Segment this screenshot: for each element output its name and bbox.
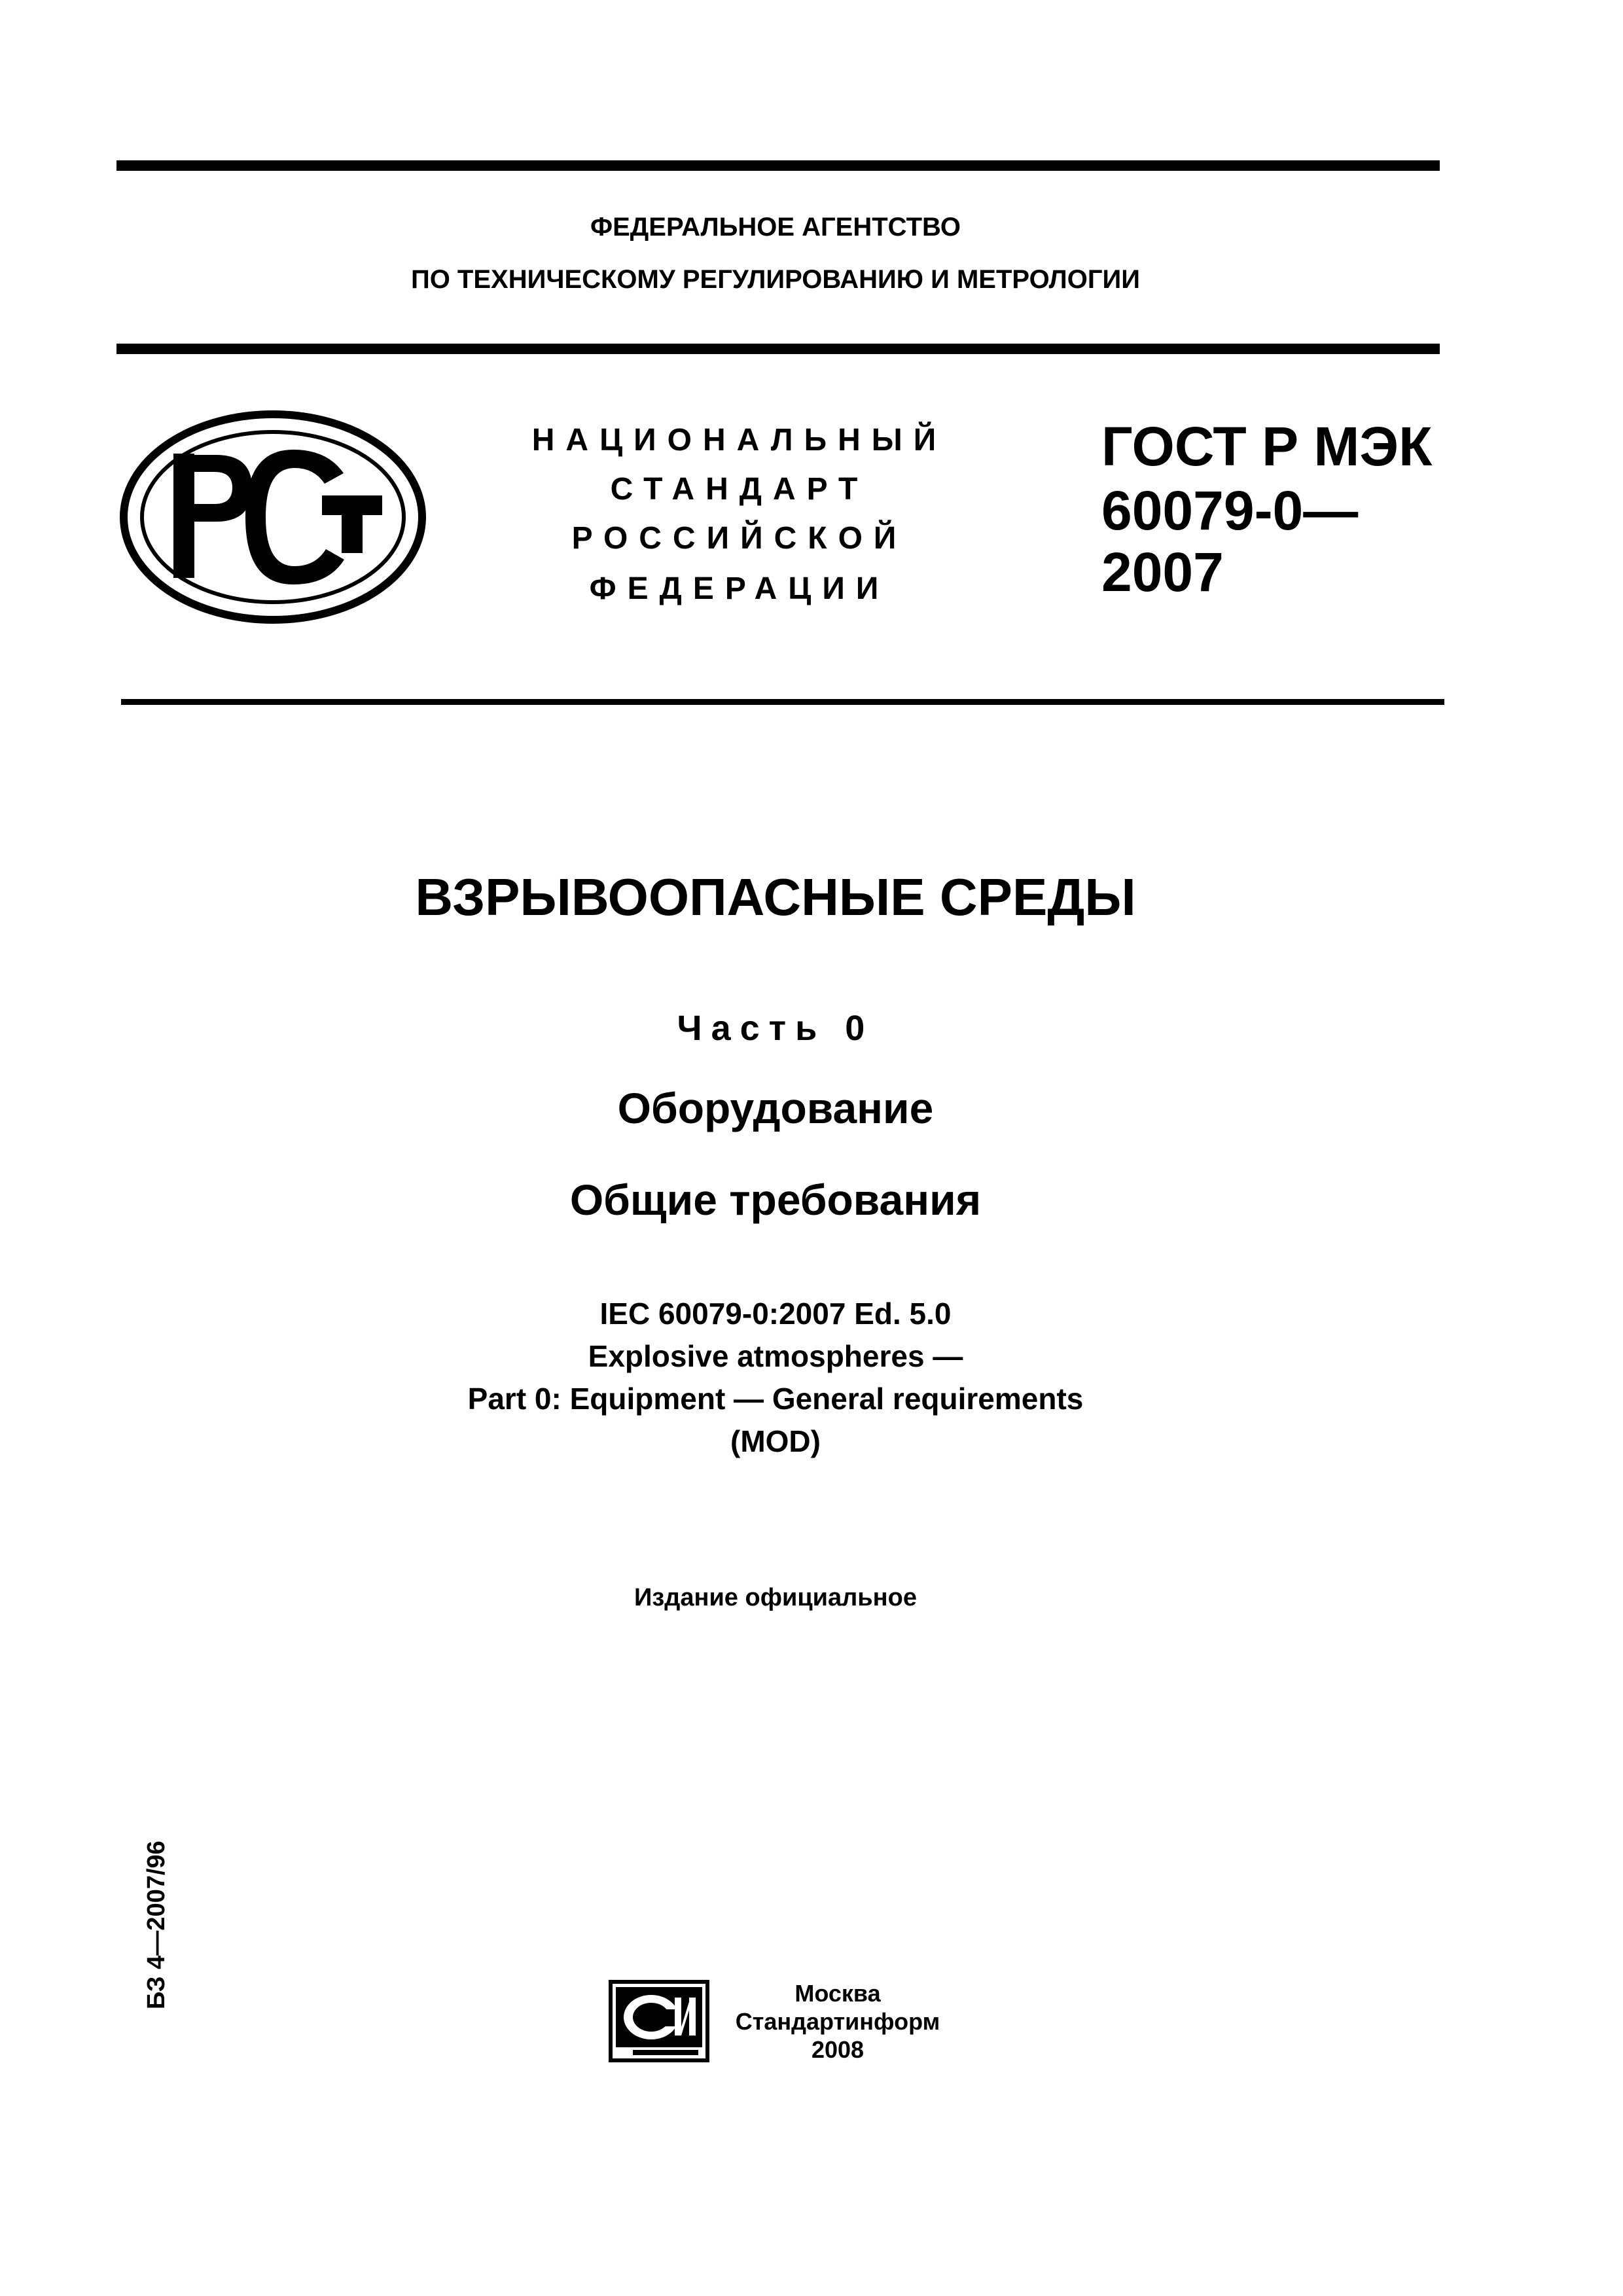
standard-designation-line-1: ГОСТ Р МЭК bbox=[1101, 416, 1433, 477]
national-standard-line-1: НАЦИОНАЛЬНЫЙ bbox=[531, 423, 948, 457]
header-bottom-rule bbox=[121, 699, 1444, 705]
standard-designation-line-3: 2007 bbox=[1101, 541, 1224, 603]
side-code-text: БЗ 4—2007/96 bbox=[143, 1840, 170, 2009]
national-standard-line-3: РОССИЙСКОЙ bbox=[571, 521, 908, 556]
iec-reference-line-2: Explosive atmospheres — bbox=[588, 1339, 963, 1373]
publisher-name: Стандартинформ bbox=[735, 2008, 940, 2035]
agency-name: ФЕДЕРАЛЬНОЕ АГЕНТСТВО bbox=[590, 213, 961, 242]
national-standard-line-4: ФЕДЕРАЦИИ bbox=[589, 571, 890, 606]
agency-subtitle: ПО ТЕХНИЧЕСКОМУ РЕГУЛИРОВАНИЮ И МЕТРОЛОГИИ bbox=[410, 265, 1141, 294]
standartinform-logo bbox=[607, 1978, 711, 2064]
iec-reference-line-4: (MOD) bbox=[730, 1424, 821, 1458]
standard-designation-line-2: 60079-0— bbox=[1101, 480, 1359, 541]
publisher-city: Москва bbox=[794, 1980, 881, 2007]
subtitle-equipment: Оборудование bbox=[617, 1084, 934, 1132]
national-standard-line-2: СТАНДАРТ bbox=[610, 472, 869, 507]
subtitle-requirements: Общие требования bbox=[569, 1175, 982, 1224]
agency-bottom-rule bbox=[116, 344, 1440, 354]
iec-reference-line-3: Part 0: Equipment — General requirements bbox=[467, 1382, 1084, 1416]
official-edition-label: Издание официальное bbox=[634, 1584, 917, 1611]
iec-reference-line-1: IEC 60079-0:2007 Ed. 5.0 bbox=[599, 1297, 952, 1331]
document-title: ВЗРЫВООПАСНЫЕ СРЕДЫ bbox=[415, 868, 1136, 926]
part-number: Часть 0 bbox=[677, 1009, 874, 1048]
rst-emblem-logo bbox=[118, 409, 429, 625]
publisher-year: 2008 bbox=[811, 2036, 865, 2063]
top-rule bbox=[116, 160, 1440, 171]
